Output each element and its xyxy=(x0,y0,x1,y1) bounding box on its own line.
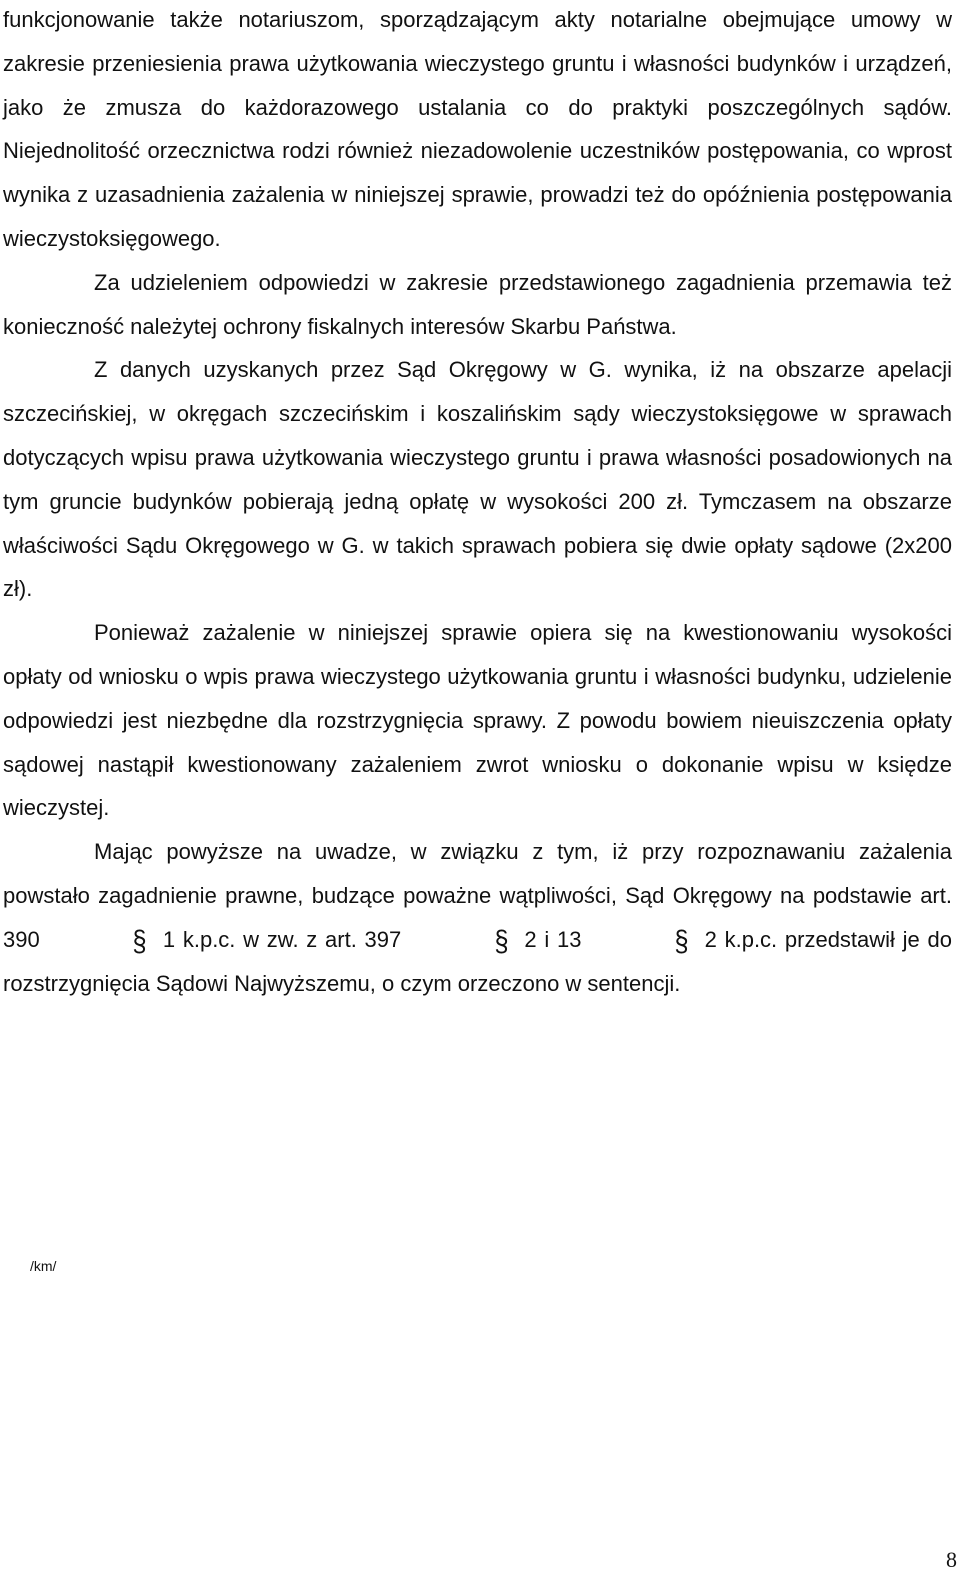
paragraph-text: funkcjonowanie także notariuszom, sporządzającym akty notarialne obejmujące umowy w zakresie przeniesienia prawa użytkowania wieczystego gruntu i własności budynków i urządzeń, jako że zmusza do każdorazowego ustalania co do praktyki poszczególnych sądów. Niejednolitość orzecznictwa rodzi również niezadowolenie uczestników postępowania, co wprost wynika z uzasadnienia zażalenia w niniejszej sprawie, prowadzi też do opóźnienia postępowania wieczystoksięgowego. xyxy=(3,7,952,251)
paragraph xyxy=(3,261,952,349)
author-initials: /km/ xyxy=(30,1258,57,1274)
document-body xyxy=(3,0,952,1005)
paragraph xyxy=(3,348,952,611)
section-symbol: § xyxy=(674,924,689,958)
paragraph-text: 1 k.p.c. w zw. z art. 397 xyxy=(155,926,409,952)
paragraph-text: 2 k.p.c. przedstawił je do rozstrzygnięcia Sądowi Najwyższemu, o czym orzeczono w sentencji. xyxy=(3,926,952,996)
paragraph xyxy=(3,0,952,261)
paragraph-text: Ponieważ zażalenie w niniejszej sprawie opiera się na kwestionowaniu wysokości opłaty od wniosku o wpis prawa wieczystego użytkowania gruntu i własności budynku, udzielenie odpowiedzi jest niezbędne dla rozstrzygnięcia sprawy. Z powodu bowiem nieuiszczenia opłaty sądowej nastąpił kwestionowany zażaleniem zwrot wniosku o dokonanie wpisu w księdze wieczystej. xyxy=(3,620,952,821)
section-symbol: § xyxy=(132,924,148,958)
section-symbol: § xyxy=(494,924,509,958)
paragraph-text: Z danych uzyskanych przez Sąd Okręgowy w G. wynika, iż na obszarze apelacji szczecińskiej, w okręgach szczecińskim i koszalińskim sądy wieczystoksięgowe w sprawach dotyczących wpisu prawa użytkowania wieczystego gruntu i prawa własności posadowionych na tym gruncie budynków pobierają jedną opłatę w wysokości 200 zł. Tymczasem na obszarze właściwości Sądu Okręgowego w G. w takich sprawach pobiera się dwie opłaty sądowe (2x200 zł). xyxy=(3,357,952,602)
paragraph xyxy=(3,830,952,1005)
page-number: 8 xyxy=(946,1547,957,1572)
paragraph xyxy=(3,611,952,830)
paragraph-text: Za udzieleniem odpowiedzi w zakresie przedstawionego zagadnienia przemawia też konieczność należytej ochrony fiskalnych interesów Skarbu Państwa. xyxy=(3,269,952,339)
paragraph-text: 2 i 13 xyxy=(516,926,590,952)
paragraph-text: Mając powyższe na uwadze, w związku z tym, iż przy rozpoznawaniu zażalenia powstało zagadnienie prawne, budzące poważne wątpliwości, Sąd Okręgowy na podstawie art. 390 xyxy=(3,839,952,952)
